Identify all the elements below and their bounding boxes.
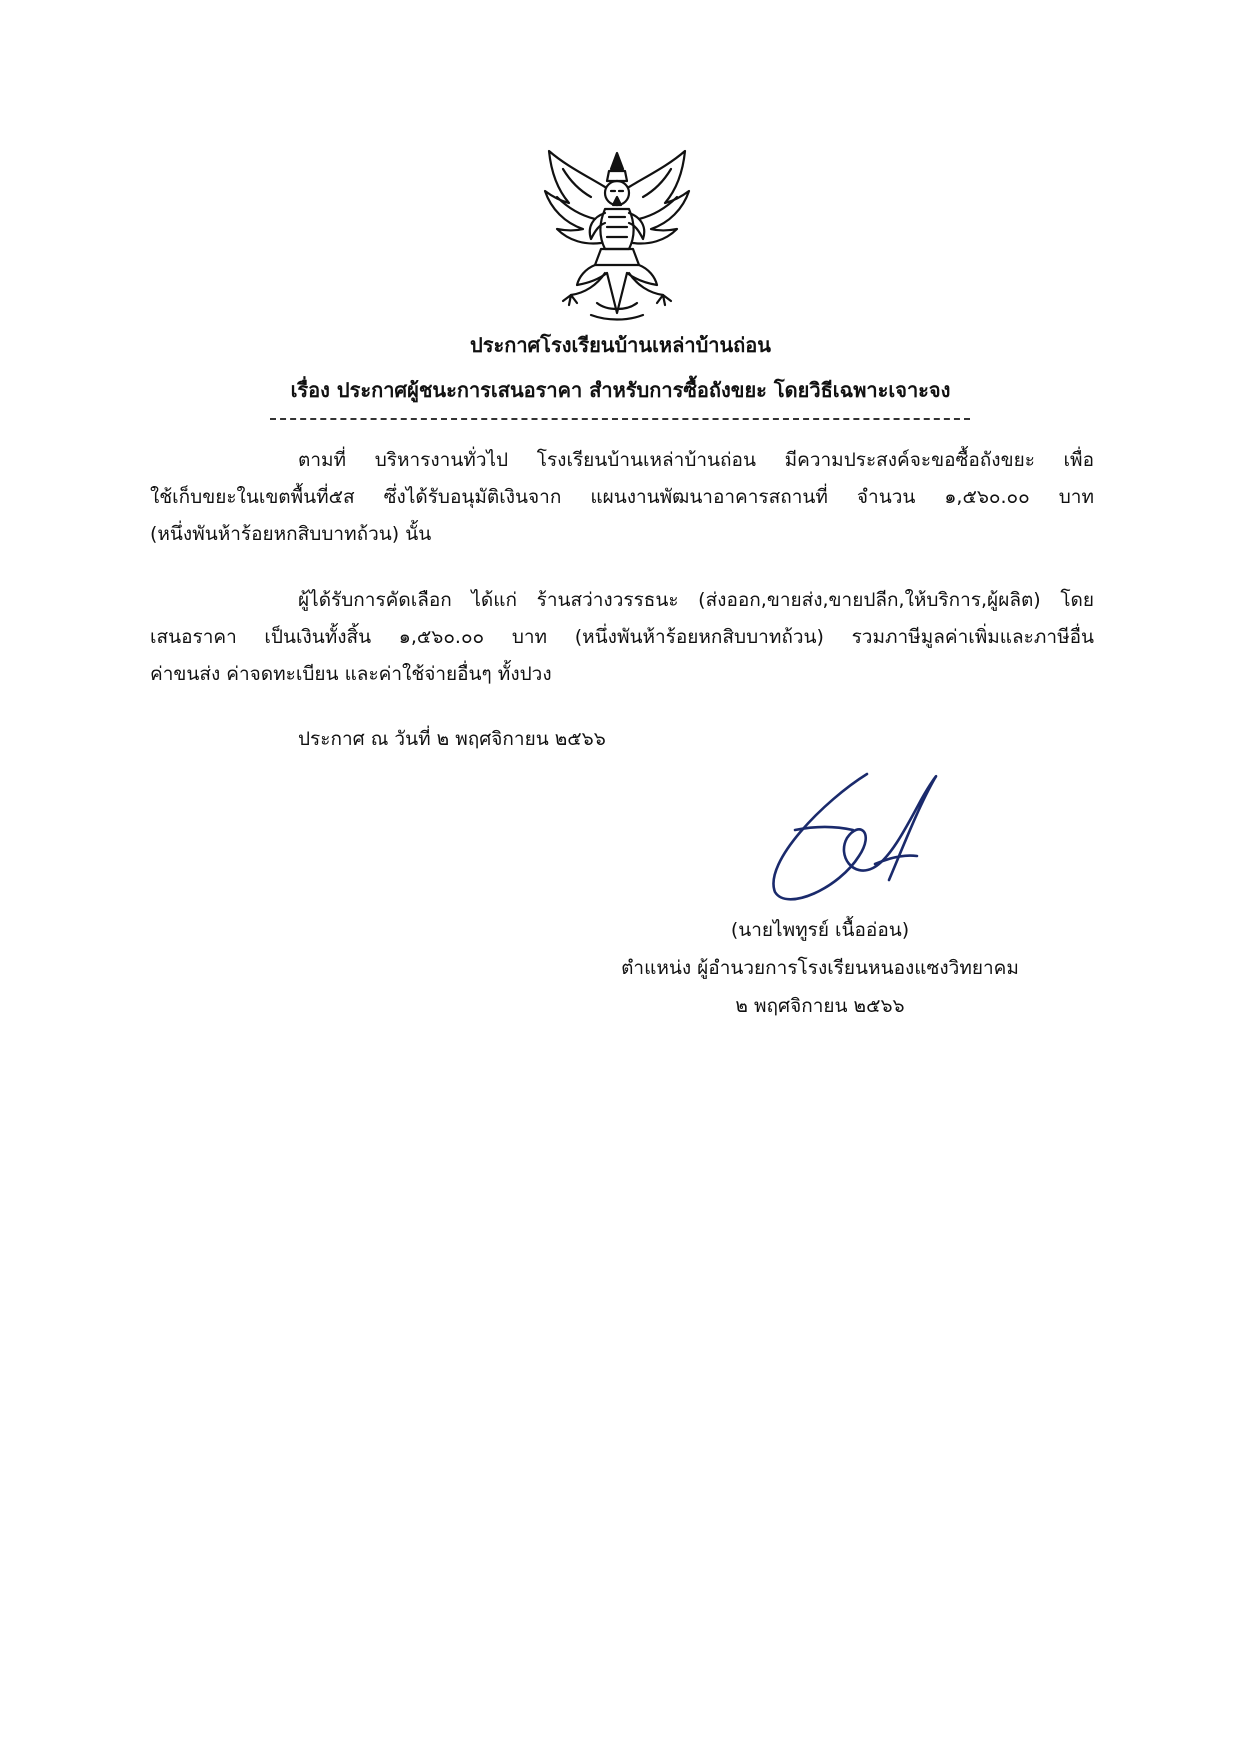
- sign-date: ๒ พฤศจิกายน ๒๕๖๖: [735, 995, 905, 1017]
- paragraph-background: [150, 442, 1094, 553]
- document-subject: เรื่อง ประกาศผู้ชนะการเสนอราคา สำหรับการซื้อถังขยะ โดยวิธีเฉพาะเจาะจง: [290, 378, 951, 402]
- paragraph-line: เสนอราคา เป็นเงินทั้งสิ้น ๑,๕๖๐.๐๐ บาท (หนึ่งพันห้าร้อยหกสิบบาทถ้วน) รวมภาษีมูลค่าเพิ่มและภาษีอื่น: [150, 626, 1094, 648]
- garuda-emblem-icon: [535, 145, 700, 325]
- paragraph-line: (หนึ่งพันห้าร้อยหกสิบบาทถ้วน) นั้น: [150, 523, 432, 545]
- document-title: ประกาศโรงเรียนบ้านเหล่าบ้านถ่อน: [470, 333, 771, 357]
- signer-name: (นายไพทูรย์ เนื้ออ่อน): [730, 919, 910, 941]
- signature-icon: [755, 760, 1005, 920]
- signer-position: ตำแหน่ง ผู้อำนวยการโรงเรียนหนองแซงวิทยาคม: [621, 957, 1019, 979]
- announce-date: ประกาศ ณ วันที่ ๒ พฤศจิกายน ๒๕๖๖: [298, 728, 606, 750]
- paragraph-line: ตามที่ บริหารงานทั่วไป โรงเรียนบ้านเหล่าบ้านถ่อน มีความประสงค์จะขอซื้อถังขยะ เพื่อ: [298, 449, 1094, 471]
- paragraph-winner: [150, 582, 1094, 693]
- paragraph-line: ค่าขนส่ง ค่าจดทะเบียน และค่าใช้จ่ายอื่นๆ ทั้งปวง: [150, 663, 552, 685]
- paragraph-line: ผู้ได้รับการคัดเลือก ได้แก่ ร้านสว่างวรรธนะ (ส่งออก,ขายส่ง,ขายปลีก,ให้บริการ,ผู้ผลิต) โดย: [298, 589, 1094, 611]
- paragraph-line: ใช้เก็บขยะในเขตพื้นที่๕ส ซึ่งได้รับอนุมัติเงินจาก แผนงานพัฒนาอาคารสถานที่ จำนวน ๑,๕๖๐.๐๐ บาท: [150, 486, 1094, 508]
- dashed-divider: [270, 418, 970, 420]
